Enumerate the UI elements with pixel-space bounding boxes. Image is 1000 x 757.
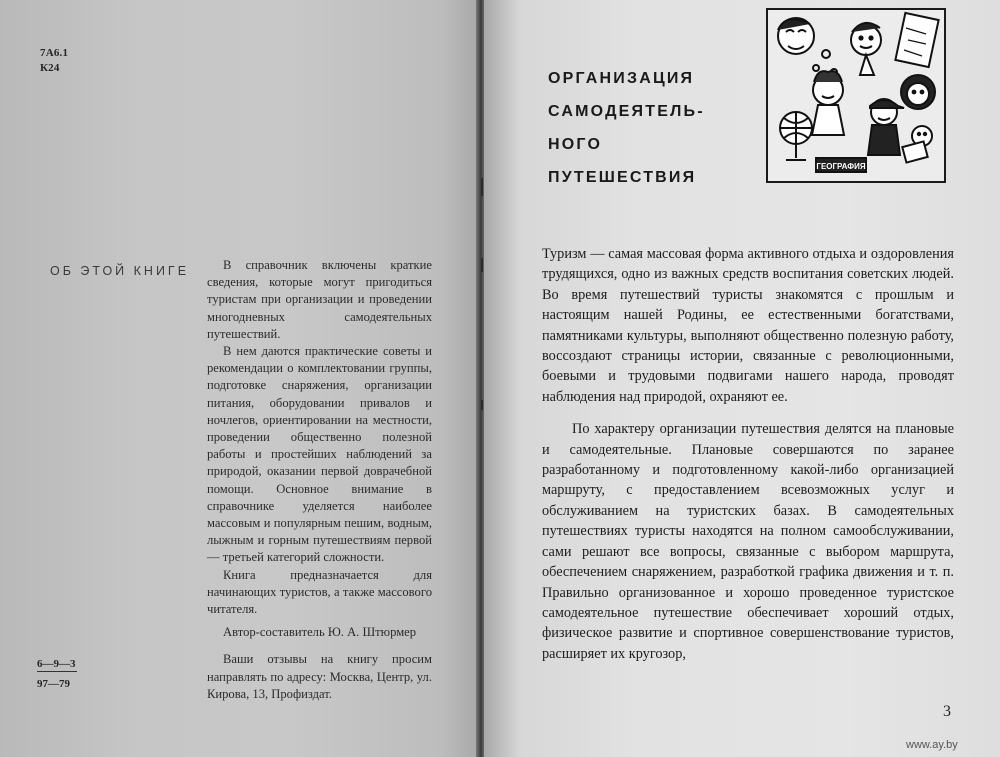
chapter-body-text bbox=[542, 244, 954, 664]
cartoon-tourists-illustration bbox=[768, 10, 944, 181]
page-number: 3 bbox=[943, 703, 951, 720]
print-code-secondary: 97—79 bbox=[37, 678, 70, 690]
left-page bbox=[0, 0, 478, 757]
about-paragraph: В нем даются практические советы и рекомендации о комплектовании группы, подготовке снаряжения, организации питания, оборудовании привалов и ночлегов, ориентировании на местности, проведении общественно полезной работы и простейших наблюдений за природой, оказании первой доврачебной помощи. Основное внимание в справочнике уделяется наиболее массовым и популярным пешим, водным, лыжным и горным путешествиям первой — третьей категорий сложности. bbox=[207, 344, 432, 565]
author-compiler: Автор-составитель Ю. А. Штюрмер bbox=[223, 625, 417, 640]
chapter-title-line: НОГО bbox=[548, 136, 603, 153]
illustration-label: ГЕОГРАФИЯ bbox=[816, 162, 866, 171]
chapter-title-line: ОРГАНИЗАЦИЯ bbox=[548, 70, 695, 87]
gutter-mark bbox=[481, 400, 483, 410]
gutter-mark bbox=[481, 258, 483, 272]
gutter-mark bbox=[481, 178, 483, 196]
chapter-title bbox=[548, 62, 705, 194]
about-book-text bbox=[207, 257, 432, 703]
print-code: 6—9—3 bbox=[37, 658, 76, 670]
udk-code: 7А6.1 bbox=[40, 47, 69, 59]
feedback-address: Ваши отзывы на книгу просим направлять по адресу: Москва, Центр, ул. Кирова, 13, Профиздат. bbox=[207, 652, 432, 701]
author-mark: К24 bbox=[40, 62, 60, 74]
about-paragraph: В справочник включены краткие сведения, которые могут пригодиться туристам при организации и проведении многодневных самодеятельных путешествий. bbox=[207, 258, 432, 341]
body-paragraph: Туризм — самая массовая форма активного отдыха и оздоровления трудящихся, одно из важных средств воспитания советских людей. Во время путешествий туристы знакомятся с прошлым и настоящим нашей Родины, ее естественными богатствами, памятниками культуры, выполняют общественно полезную работу, воссоздают страницы истории, связанные с революционными, боевыми и трудовыми подвигами нашего народа, проводят наблюдения над природой, охраняют ее. bbox=[542, 246, 954, 405]
chapter-title-line: САМОДЕЯТЕЛЬ- bbox=[548, 103, 705, 120]
about-book-heading: ОБ ЭТОЙ КНИГЕ bbox=[50, 264, 190, 278]
body-paragraph: По характеру организации путешествия делятся на плановые и самодеятельные. Плановые совершаются по заранее разработанному и подготовленному какой-либо организацией маршруту, с предоставлением всевозможных услуг и обслуживанием на туристских базах. В самодеятельных путешествиях туристы находятся на полном самообслуживании, сами решают все вопросы, связанные с выбором маршрута, обеспечением снаряжением, разработкой графика движения и т. п. Правильно организованное и хорошо проведенное туристское самодеятельное путешествие обеспечивает хороший отдых, физическое развитие и спортивное совершенствование туристов, расширяет их кругозор, bbox=[542, 421, 954, 662]
chapter-illustration bbox=[766, 8, 946, 183]
about-paragraph: Книга предназначается для начинающих туристов, а также массового читателя. bbox=[207, 567, 432, 617]
watermark: www.ay.by bbox=[906, 739, 958, 751]
chapter-title-line: ПУТЕШЕСТВИЯ bbox=[548, 169, 697, 186]
